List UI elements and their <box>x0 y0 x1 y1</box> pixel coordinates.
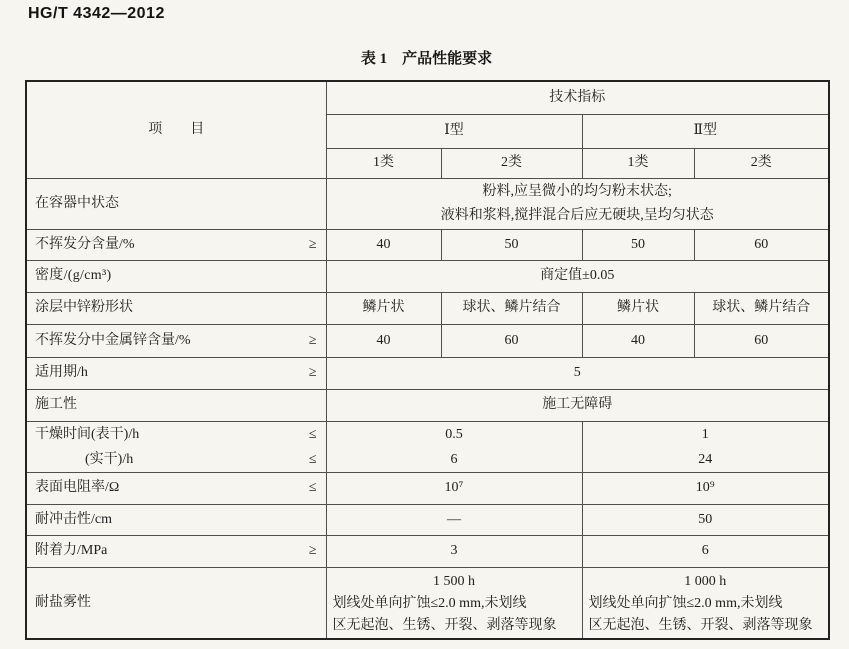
salt-spray-hours-ii: 1 000 h <box>684 574 727 590</box>
row-surface-resistivity <box>26 472 829 504</box>
row-drying-time <box>26 421 829 472</box>
value-cell-type-i: 3 <box>326 535 582 567</box>
row-label: 表面电阻率/Ω <box>35 480 120 496</box>
row-value-cell <box>326 178 829 229</box>
row-label-cell <box>26 229 326 260</box>
row-label-cell <box>26 421 326 472</box>
row-label-cell <box>26 292 326 324</box>
row-label-cell <box>26 260 326 292</box>
salt-spray-hours-i: 1 500 h <box>433 574 475 590</box>
row-value-cell: 施工无障碍 <box>326 389 829 421</box>
salt-spray-desc-ii-line1: 划线处单向扩蚀≤2.0 mm,未划线 <box>588 596 783 612</box>
header-type-i-cell: Ⅰ型 <box>326 114 582 148</box>
lte-symbol: ≤ <box>308 451 317 467</box>
header-class-cell: 1类 <box>326 148 441 178</box>
value-cell: 50 <box>582 229 694 260</box>
header-class-cell: 2类 <box>694 148 829 178</box>
row-label-cell <box>26 472 326 504</box>
row-label: 不挥发分含量/% <box>35 236 135 252</box>
header-type-ii-cell: Ⅱ型 <box>582 114 829 148</box>
salt-spray-type-ii-cell <box>582 567 829 639</box>
salt-spray-desc-ii-line2: 区无起泡、生锈、开裂、剥落等现象 <box>588 618 813 634</box>
lte-symbol: ≤ <box>308 426 317 442</box>
value-cell: 60 <box>694 229 829 260</box>
value-cell-type-i <box>326 421 582 472</box>
value-cell: 球状、鳞片结合 <box>441 292 582 324</box>
value-cell: 球状、鳞片结合 <box>694 292 829 324</box>
value-cell-type-ii: 10⁹ <box>582 472 829 504</box>
header-class-cell: 2类 <box>441 148 582 178</box>
row-label: 涂层中锌粉形状 <box>35 300 133 316</box>
gte-symbol: ≥ <box>308 236 317 252</box>
value-cell: 鳞片状 <box>582 292 694 324</box>
row-salt-spray <box>26 567 829 639</box>
drying-hard-dry-ii: 24 <box>698 451 713 467</box>
row-label: 不挥发分中金属锌含量/% <box>35 332 191 348</box>
row-value-cell: 商定值±0.05 <box>326 260 829 292</box>
header-class-cell: 1类 <box>582 148 694 178</box>
row-label-cell <box>26 357 326 389</box>
value-cell: 40 <box>326 324 441 357</box>
value-cell-type-i: — <box>326 504 582 535</box>
table-title: 表 1 产品性能要求 <box>360 51 493 67</box>
drying-surface-dry-i: 0.5 <box>445 426 463 442</box>
row-label: 适用期/h <box>35 365 88 381</box>
salt-spray-type-i-cell <box>326 567 582 639</box>
row-container-state <box>26 178 829 229</box>
product-performance-table <box>25 80 830 640</box>
gte-symbol: ≥ <box>308 543 317 559</box>
value-cell: 60 <box>694 324 829 357</box>
gte-symbol: ≥ <box>308 332 317 348</box>
row-label-cell <box>26 389 326 421</box>
row-zinc-shape <box>26 292 829 324</box>
row-adhesion <box>26 535 829 567</box>
row-label-cell <box>26 178 326 229</box>
row-label: 耐冲击性/cm <box>35 511 112 527</box>
value-cell-type-ii <box>582 421 829 472</box>
value-cell-type-ii: 6 <box>582 535 829 567</box>
row-metal-zinc-content <box>26 324 829 357</box>
value-cell-type-i: 10⁷ <box>326 472 582 504</box>
value-cell: 60 <box>441 324 582 357</box>
standard-number: HG/T 4342—2012 <box>28 5 165 22</box>
row-label: 密度/(g/cm³) <box>35 268 112 284</box>
lte-symbol: ≤ <box>308 480 317 496</box>
value-cell: 鳞片状 <box>326 292 441 324</box>
header-tech-index-cell: 技术指标 <box>326 81 829 114</box>
gte-symbol: ≥ <box>308 365 317 381</box>
row-label-cell <box>26 535 326 567</box>
row-label: 附着力/MPa <box>35 543 108 559</box>
value-cell: 40 <box>326 229 441 260</box>
row-label: 施工性 <box>35 397 77 413</box>
drying-surface-dry-ii: 1 <box>701 426 709 442</box>
salt-spray-desc-i-line1: 划线处单向扩蚀≤2.0 mm,未划线 <box>332 596 527 612</box>
value-cell-type-ii: 50 <box>582 504 829 535</box>
salt-spray-desc-i-line2: 区无起泡、生锈、开裂、剥落等现象 <box>332 618 557 634</box>
row-label: (实干)/h <box>85 451 134 467</box>
row-impact-resistance <box>26 504 829 535</box>
header-row-1 <box>26 81 829 114</box>
row-density <box>26 260 829 292</box>
value-cell: 50 <box>441 229 582 260</box>
drying-hard-dry-i: 6 <box>450 451 458 467</box>
row-label: 干燥时间(表干)/h <box>35 426 140 442</box>
row-value-cell: 5 <box>326 357 829 389</box>
row-label-cell <box>26 324 326 357</box>
value-cell: 40 <box>582 324 694 357</box>
container-state-line1: 粉料,应呈微小的均匀粉末状态; <box>482 183 672 199</box>
header-item-cell: 项 目 <box>26 81 326 178</box>
row-pot-life <box>26 357 829 389</box>
row-label-cell <box>26 567 326 639</box>
row-nonvolatile-content <box>26 229 829 260</box>
row-label: 在容器中状态 <box>35 195 119 211</box>
container-state-line2: 液料和浆料,搅拌混合后应无硬块,呈均匀状态 <box>440 207 714 223</box>
row-label: 耐盐雾性 <box>35 595 91 610</box>
row-label-cell <box>26 504 326 535</box>
row-workability <box>26 389 829 421</box>
